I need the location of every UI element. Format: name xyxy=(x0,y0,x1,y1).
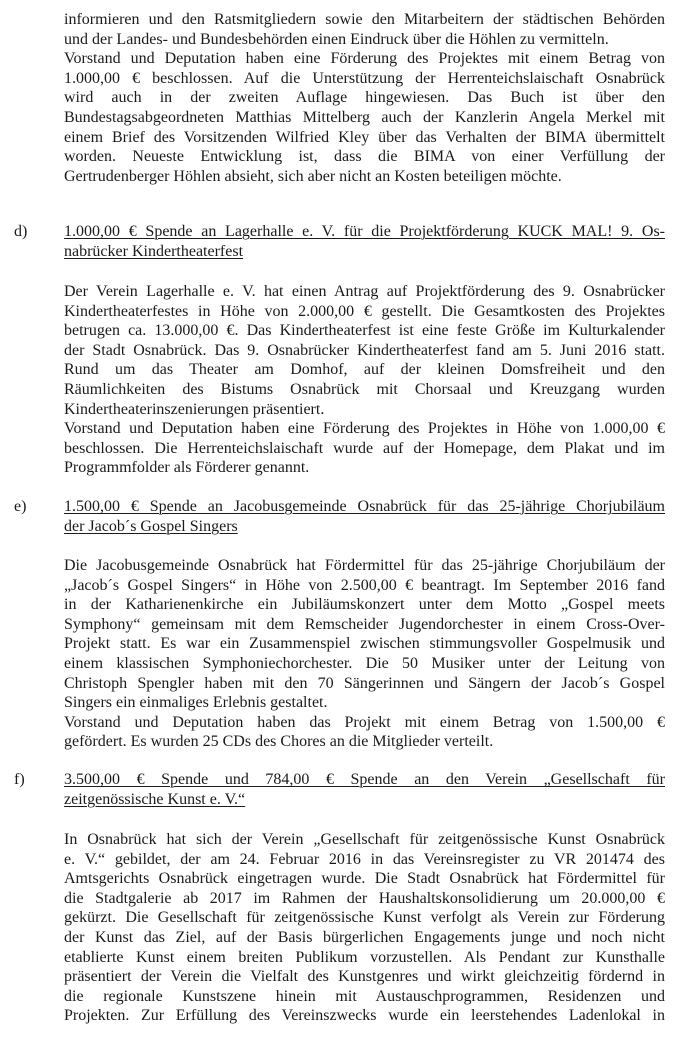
text-line: wird auch in der zweiten Auflage hingewiesen. Das Buch ist über den xyxy=(64,89,665,107)
text-line: Der Verein Lagerhalle e. V. hat einen Antrag auf Projektförderung des 9. Osnabrücker xyxy=(64,283,665,300)
text-line: die Stadtgalerie ab 2017 im Rahmen der Haushaltskonsolidierung um 20.000,00 € xyxy=(64,889,665,907)
heading-line: zeitgenössische Kunst e. V.“ xyxy=(64,790,246,808)
text-line: präsentiert der Verein die Vielfalt des Kunstgenres und wirkt gleichzeitig fördernd in xyxy=(64,968,665,986)
text-line: einem Brief des Vorsitzenden Wilfried Kley über das Verhalten der BIMA übermittelt xyxy=(64,128,665,146)
text-line: der Kunst das Ziel, auf der Basis bürgerlichen Engagements junge und noch nicht xyxy=(64,928,665,946)
text-line: Projekt statt. Es war ein Zusammenspiel zwischen stimmungsvoller Gospelmusik und xyxy=(64,635,665,653)
heading-line: nabrücker Kindertheaterfest xyxy=(64,242,244,260)
heading-line: 3.500,00 € Spende und 784,00 € Spende an den Verein „Gesellschaft für xyxy=(64,771,665,788)
text-line: beschlossen. Die Herrenteichslaischaft wurde auf der Homepage, dem Plakat und im xyxy=(64,439,665,457)
text-line: „Jacob´s Gospel Singers“ in Höhe von 2.500,00 € beantragt. Im September 2016 fand xyxy=(64,576,665,594)
text-line: Kindertheaterinszenierungen präsentiert. xyxy=(64,400,325,418)
text-line: Vorstand und Deputation haben das Projekt mit einem Betrag von 1.500,00 € xyxy=(64,713,665,731)
text-line: etablierte Kunst einem breiten Publikum vorzustellen. Als Pendant zur Kunsthalle xyxy=(64,948,665,966)
section-d-body xyxy=(64,282,665,478)
text-line: Vorstand und Deputation haben eine Förderung des Projektes in Höhe von 1.000,00 € xyxy=(64,420,665,438)
text-line: einem klassischen Symphoniechorchester. Die 50 Musiker unter der Leitung von xyxy=(64,654,665,672)
text-line: Singers ein einmaliges Erlebnis gestaltet. xyxy=(64,694,328,712)
text-line: informieren und den Ratsmitgliedern sowie den Mitarbeitern der städtischen Behörden xyxy=(64,11,665,28)
section-f-heading xyxy=(64,770,665,809)
text-line: Räumlichkeiten des Bistums Osnabrück mit Chorsaal und Kreuzgang wurden xyxy=(64,380,665,398)
text-line: die regionale Kunstszene hinein mit Austauschprogrammen, Residenzen und xyxy=(64,987,665,1005)
text-line: Gertrudenberger Höhlen absieht, sich aber nicht an Kosten beteiligen möchte. xyxy=(64,167,562,185)
text-line: Christoph Spengler haben mit den 70 Sängerinnen und Sängern der Jacob´s Gospel xyxy=(64,674,665,692)
section-e-heading xyxy=(64,497,665,536)
section-e-label: e) xyxy=(14,498,27,515)
text-line: Vorstand und Deputation haben eine Förderung des Projektes mit einem Betrag von xyxy=(64,50,665,68)
section-d-heading xyxy=(64,222,665,261)
text-line: in der Katharienenkirche ein Jubiläumskonzert unter dem Motto „Gospel meets xyxy=(64,596,665,614)
text-line: Rund um das Theater am Domhof, auf der kleinen Domsfreiheit und den xyxy=(64,361,665,379)
text-line: Bundestagsabgeordneten Matthias Mittelberg auch der Kanzlerin Angela Merkel mit xyxy=(64,108,665,126)
text-line: Die Jacobusgemeinde Osnabrück hat Fördermittel für das 25-jährige Chorjubiläum der xyxy=(64,557,665,574)
section-e-body xyxy=(64,556,665,752)
text-line: In Osnabrück hat sich der Verein „Gesellschaft für zeitgenössische Kunst Osnabrück xyxy=(64,831,665,848)
text-line: Amtsgerichts Osnabrück eingetragen wurde. Die Stadt Osnabrück hat Fördermittel für xyxy=(64,870,665,888)
section-f-label: f) xyxy=(14,771,25,788)
text-line: und der Landes- und Bundesbehörden einen Eindruck über die Höhlen zu vermitteln. xyxy=(64,30,609,48)
text-line: gekürzt. Die Gesellschaft für zeitgenössische Kunst verfolgt als Verein zur Förderung xyxy=(64,909,665,927)
text-line: betrugen ca. 13.000,00 €. Das Kindertheaterfest ist eine feste Größe im Kulturkalender xyxy=(64,322,665,340)
heading-line: 1.000,00 € Spende an Lagerhalle e. V. für die Projektförderung KUCK MAL! 9. Os- xyxy=(64,223,665,240)
text-line: e. V.“ gebildet, der am 24. Februar 2016 in das Vereinsregister zu VR 201474 des xyxy=(64,850,665,868)
section-d-label: d) xyxy=(14,223,28,240)
text-line: Kindertheaterfestes in Höhe von 2.000,00 € gestellt. Die Gesamtkosten des Projektes xyxy=(64,302,665,320)
text-line: der Stadt Osnabrück. Das 9. Osnabrücker Kindertheaterfest fand am 5. Juni 2016 statt. xyxy=(64,341,665,359)
heading-line: 1.500,00 € Spende an Jacobusgemeinde Osnabrück für das 25-jährige Chorjubiläum xyxy=(64,498,665,515)
text-line: Symphony“ gemeinsam mit dem Remscheider Jugendorchester in einem Cross-Over- xyxy=(64,615,665,633)
heading-line: der Jacob´s Gospel Singers xyxy=(64,517,238,535)
intro-paragraph xyxy=(64,10,665,186)
text-line: Projekten. Zur Erfüllung des Vereinszwecks wurde ein leerstehendes Ladenlokal in xyxy=(64,1007,665,1025)
text-line: gefördert. Es wurden 25 CDs des Chores an die Mitglieder verteilt. xyxy=(64,733,494,751)
text-line: worden. Neueste Entwicklung ist, dass die BIMA von einer Verfüllung der xyxy=(64,148,665,166)
section-f-body xyxy=(64,830,665,1026)
text-line: Programmfolder als Förderer genannt. xyxy=(64,459,310,477)
text-line: 1.000,00 € beschlossen. Auf die Unterstützung der Herrenteichslaischaft Osnabrück xyxy=(64,69,665,87)
